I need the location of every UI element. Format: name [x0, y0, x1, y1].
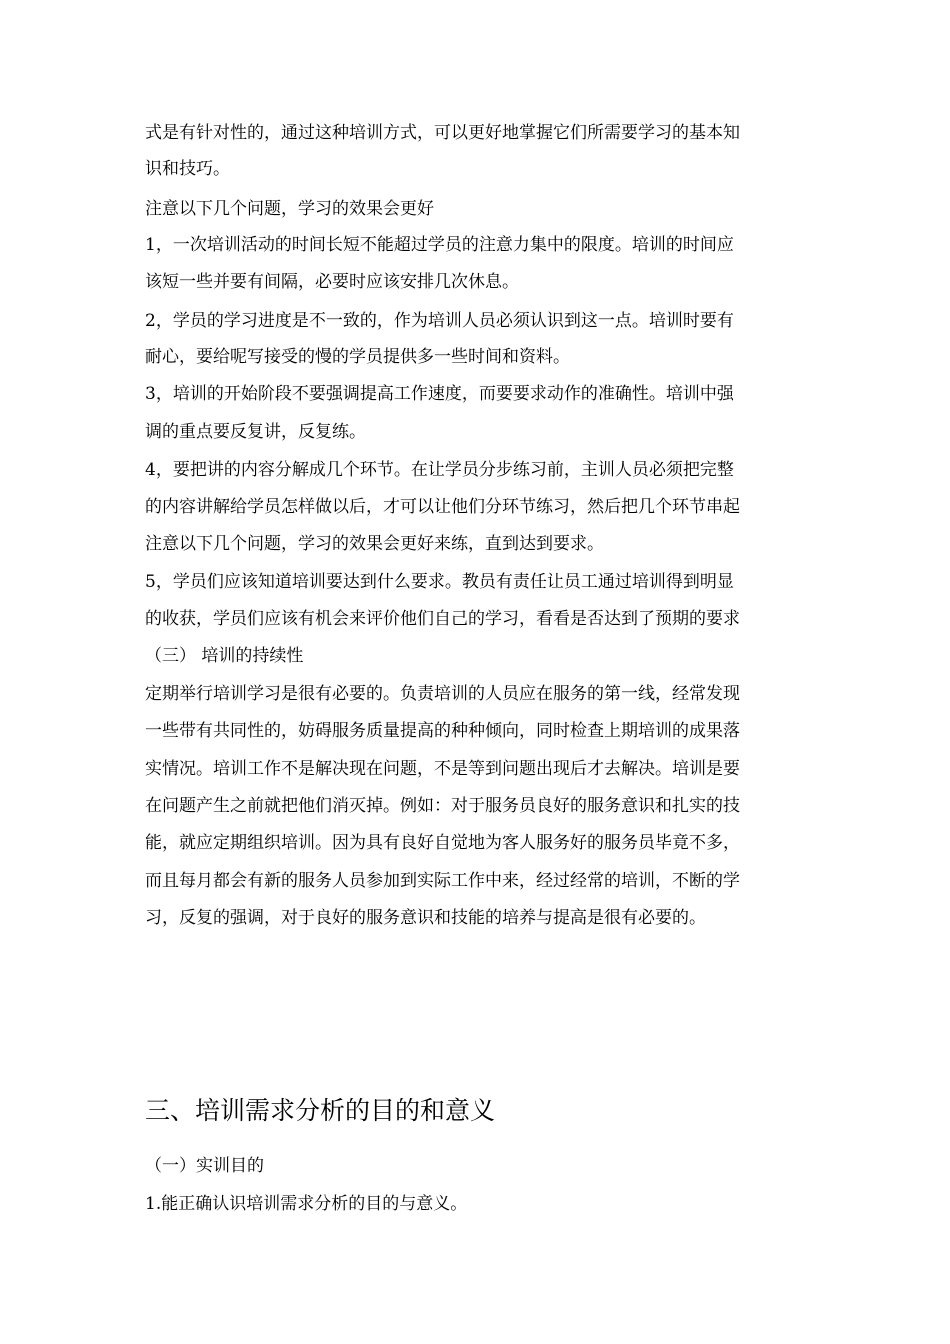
body-line: 而且每月都会有新的服务人员参加到实际工作中来，经过经常的培训，不断的学	[145, 871, 740, 891]
body-line: 4，要把讲的内容分解成几个环节。在让学员分步练习前，主训人员必须把完整	[145, 460, 734, 480]
body-line: 调的重点要反复讲，反复练。	[145, 422, 366, 442]
body-line: 耐心，要给呢写接受的慢的学员提供多一些时间和资料。	[145, 347, 570, 367]
body-line: 5，学员们应该知道培训要达到什么要求。教员有责任让员工通过培训得到明显	[145, 572, 734, 592]
body-line: 识和技巧。	[145, 159, 230, 179]
body-line: 一些带有共同性的，妨碍服务质量提高的种种倾向，同时检查上期培训的成果落	[145, 721, 740, 741]
body-line: 2，学员的学习进度是不一致的，作为培训人员必须认识到这一点。培训时要有	[145, 311, 734, 331]
body-line: 注意以下几个问题，学习的效果会更好来练，直到达到要求。	[145, 534, 604, 554]
body-line: 该短一些并要有间隔，必要时应该安排几次休息。	[145, 272, 519, 292]
subsection-title: （三） 培训的持续性	[145, 646, 304, 666]
point-1: 1.能正确认识培训需求分析的目的与意义。	[145, 1194, 468, 1214]
body-line: 的内容讲解给学员怎样做以后，才可以让他们分环节练习，然后把几个环节串起	[145, 497, 740, 517]
body-line: 定期举行培训学习是很有必要的。负责培训的人员应在服务的第一线，经常发现	[145, 684, 740, 704]
body-line: 式是有针对性的，通过这种培训方式，可以更好地掌握它们所需要学习的基本知	[145, 123, 740, 143]
subsection-heading: （一）实训目的	[145, 1156, 264, 1176]
body-line: 注意以下几个问题，学习的效果会更好	[145, 199, 434, 219]
body-line: 的收获，学员们应该有机会来评价他们自己的学习，看看是否达到了预期的要求	[145, 609, 740, 629]
body-line: 在问题产生之前就把他们消灭掉。例如：对于服务员良好的服务意识和扎实的技	[145, 796, 740, 816]
body-line: 能，就应定期组织培训。因为具有良好自觉地为客人服务好的服务员毕竟不多，	[145, 833, 740, 853]
body-line: 3，培训的开始阶段不要强调提高工作速度，而要要求动作的准确性。培训中强	[145, 384, 734, 404]
section-heading: 三、培训需求分析的目的和意义	[145, 1096, 496, 1125]
body-line: 习，反复的强调，对于良好的服务意识和技能的培养与提高是很有必要的。	[145, 908, 706, 928]
body-line: 1，一次培训活动的时间长短不能超过学员的注意力集中的限度。培训的时间应	[145, 235, 734, 255]
body-line: 实情况。培训工作不是解决现在问题，不是等到问题出现后才去解决。培训是要	[145, 759, 740, 779]
